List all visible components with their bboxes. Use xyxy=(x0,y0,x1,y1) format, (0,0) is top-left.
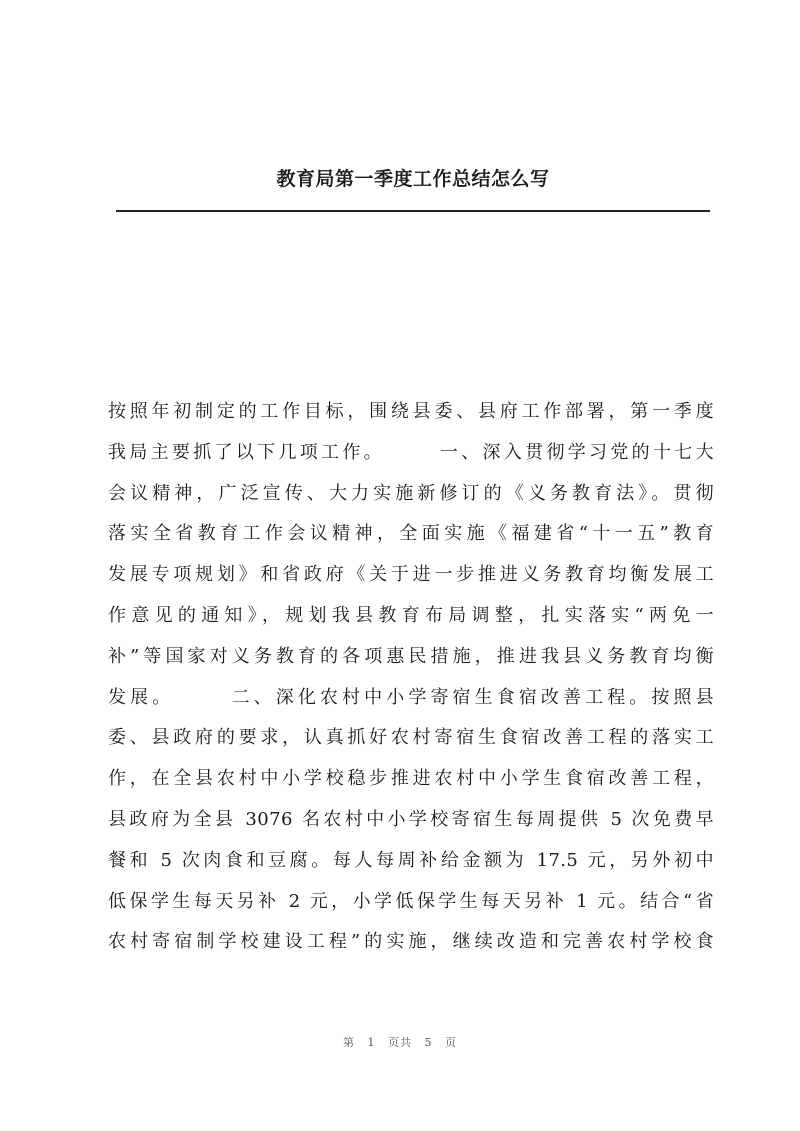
body-line: 作意见的通知》，规划我县教育布局调整，扎实落实“两免一 xyxy=(108,604,714,626)
body-line: 落实全省教育工作会议精神，全面实施《福建省“十一五”教育 xyxy=(108,523,714,545)
body-line: 我局主要抓了以下几项工作。 一、深入贯彻学习党的十七大 xyxy=(108,441,714,463)
body-line: 会议精神，广泛宣传、大力实施新修订的《义务教育法》。贯彻 xyxy=(108,482,714,504)
body-line: 作，在全县农村中小学校稳步推进农村中小学生食宿改善工程， xyxy=(108,768,714,790)
document-body xyxy=(108,392,714,963)
body-line: 餐和 5 次肉食和豆腐。每人每周补给金额为 17.5 元，另外初中 xyxy=(108,849,714,871)
page-number: 第 1 页共 5 页 xyxy=(343,1036,457,1049)
body-line: 低保学生每天另补 2 元，小学低保学生每天另补 1 元。结合“省 xyxy=(108,890,714,912)
body-line: 委、县政府的要求，认真抓好农村寄宿生食宿改善工程的落实工 xyxy=(108,727,714,749)
body-line: 县政府为全县 3076 名农村中小学校寄宿生每周提供 5 次免费早 xyxy=(108,808,714,830)
body-line: 发展专项规划》和省政府《关于进一步推进义务教育均衡发展工 xyxy=(108,564,714,586)
body-line: 按照年初制定的工作目标，围绕县委、县府工作部署，第一季度 xyxy=(108,401,714,422)
body-line: 农村寄宿制学校建设工程”的实施，继续改造和完善农村学校食 xyxy=(108,931,714,953)
body-line: 补”等国家对义务教育的各项惠民措施，推进我县义务教育均衡 xyxy=(108,645,714,667)
body-line: 发展。 二、深化农村中小学寄宿生食宿改善工程。按照县 xyxy=(108,686,714,708)
title-underline xyxy=(116,210,710,212)
document-title: 教育局第一季度工作总结怎么写 xyxy=(276,168,550,190)
